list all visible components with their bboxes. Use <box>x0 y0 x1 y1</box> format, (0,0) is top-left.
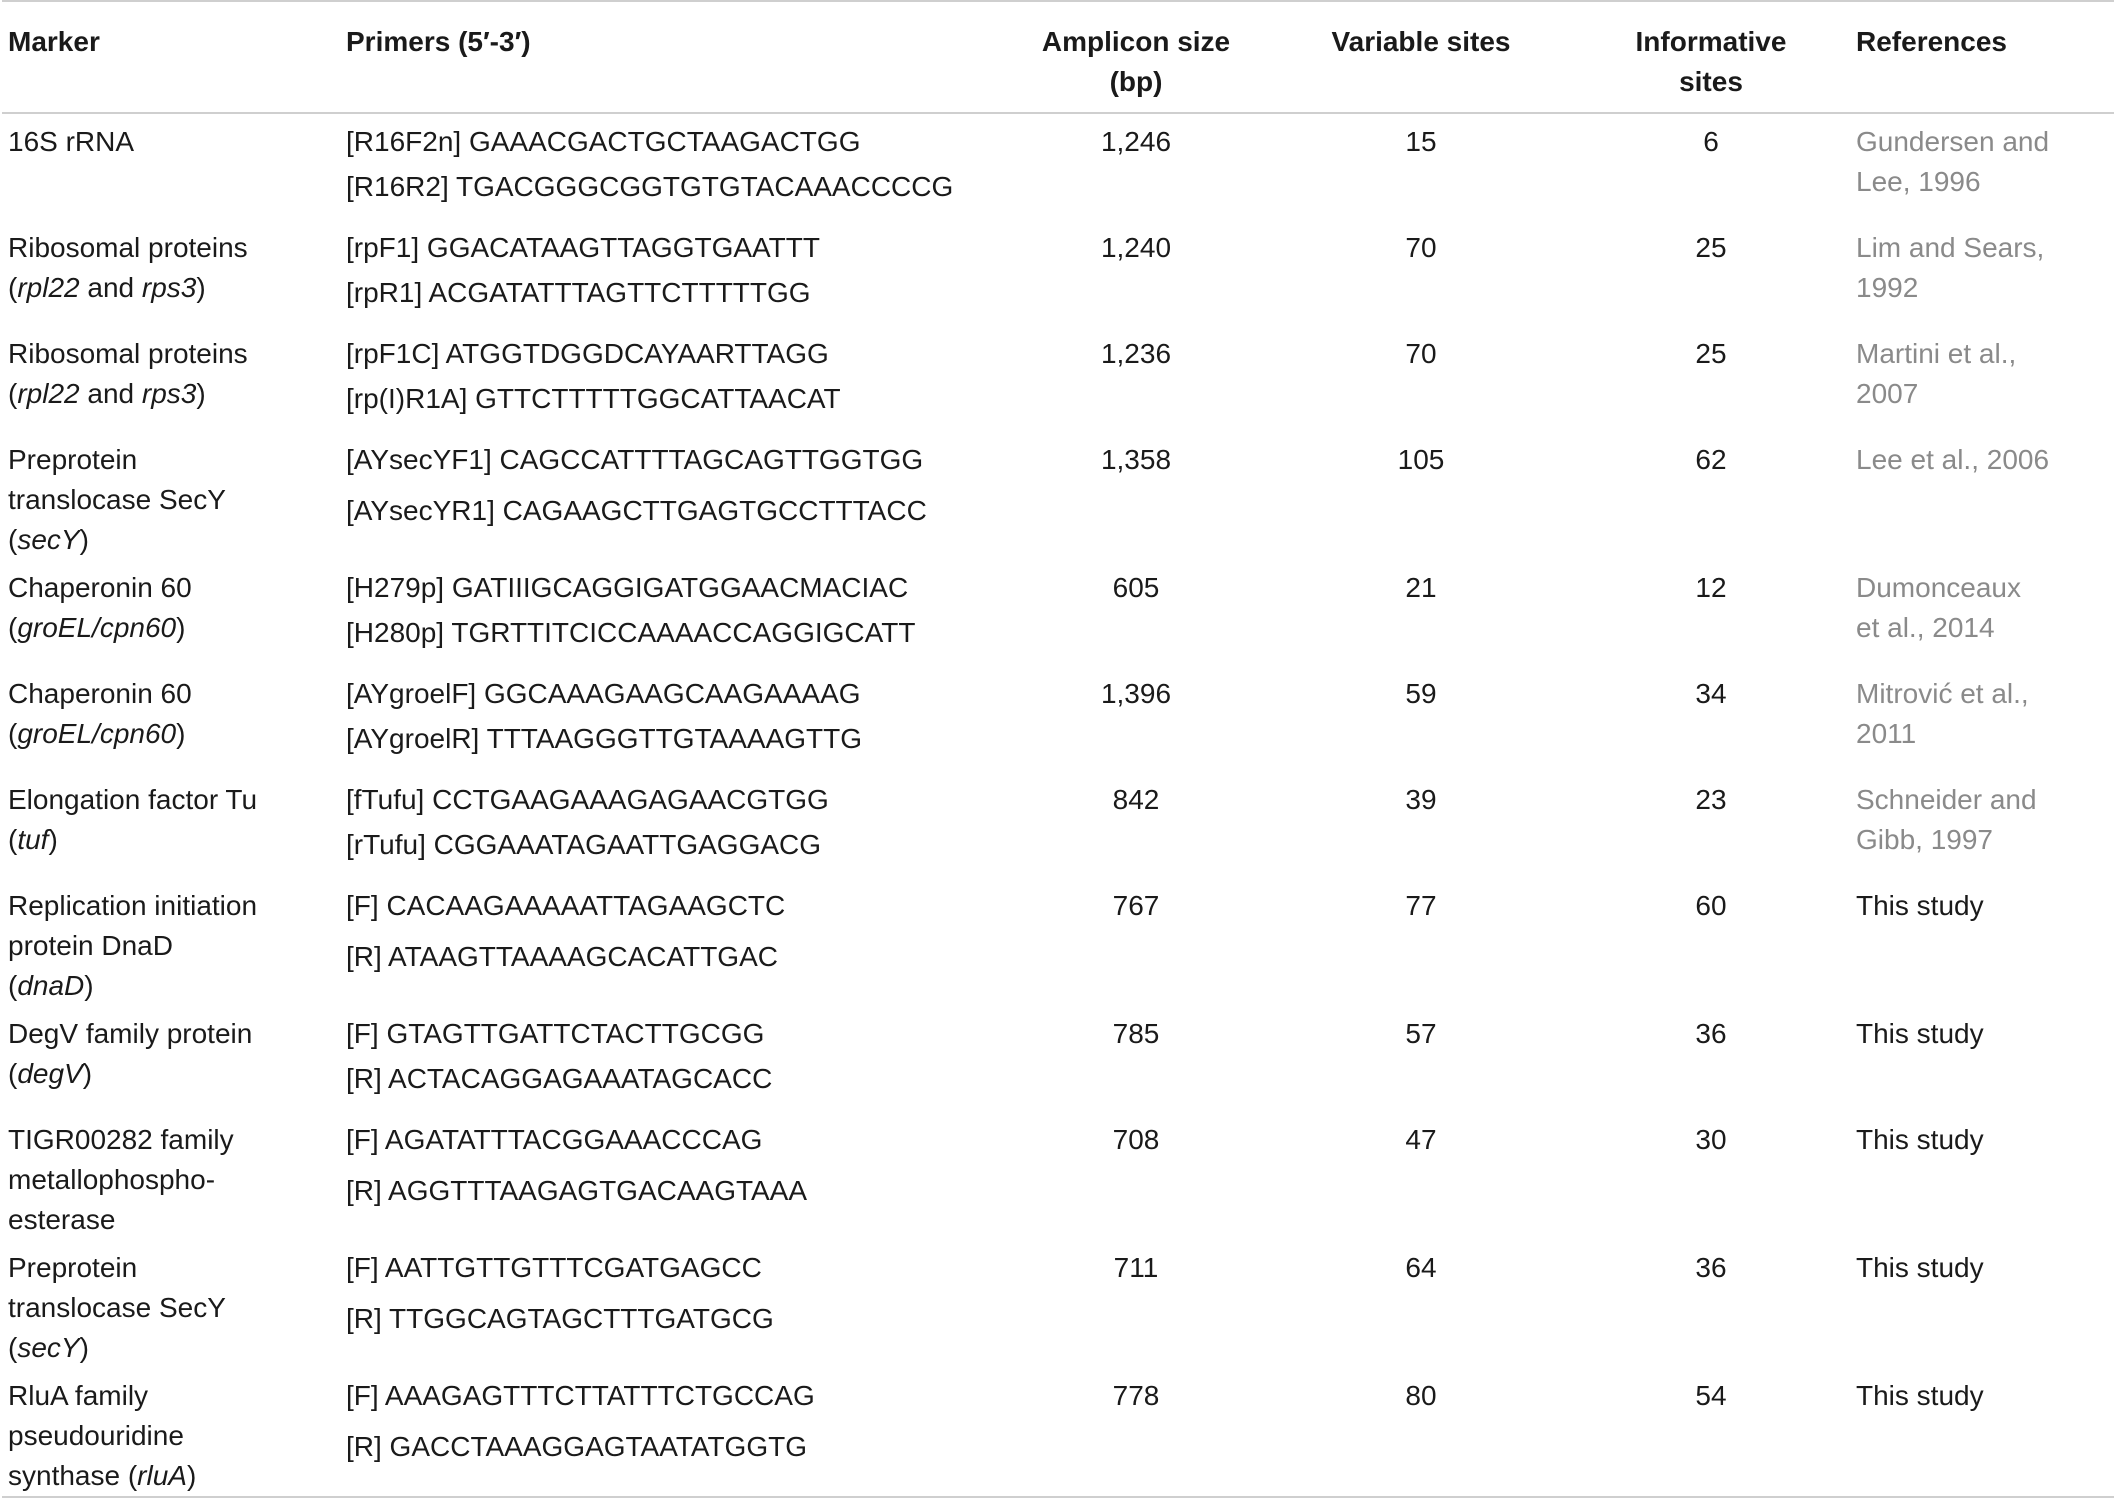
variable-sites-cell: 64 <box>1405 1252 1437 1283</box>
marker-line: Ribosomal proteins <box>8 338 248 369</box>
marker-line: (tuf) <box>8 824 58 855</box>
primers-cell <box>346 1240 996 1368</box>
reference-cell <box>1856 666 2114 772</box>
forward-primer: [fTufu] CCTGAAGAAAGAGAACGTGG <box>346 784 829 815</box>
primers-cell <box>346 666 996 772</box>
forward-primer: [H279p] GATIIIGCAGGIGATGGAACMACIAC <box>346 572 909 603</box>
reverse-primer: [rTufu] CGGAAATAGAATTGAGGACG <box>346 829 822 860</box>
marker-cell <box>2 326 346 432</box>
table-row <box>2 772 2114 878</box>
marker-line: (secY) <box>8 1332 89 1363</box>
primers-cell <box>346 1006 996 1112</box>
header-amplicon: Amplicon size (bp) <box>1041 26 1231 97</box>
marker-line: Ribosomal proteins <box>8 232 248 263</box>
variable-sites-cell: 105 <box>1397 444 1445 475</box>
header-marker: Marker <box>8 26 100 57</box>
amplicon-size-cell: 605 <box>1112 572 1160 603</box>
informative-sites-cell: 25 <box>1695 232 1727 263</box>
forward-primer: [AYsecYF1] CAGCCATTTTAGCAGTTGGTGG <box>346 444 924 475</box>
marker-line: Chaperonin 60 <box>8 572 192 603</box>
table-row <box>2 113 2114 220</box>
marker-line: metallophospho- <box>8 1164 216 1195</box>
marker-line: TIGR00282 family <box>8 1124 234 1155</box>
variable-sites-cell: 77 <box>1405 890 1437 921</box>
marker-line: RluA family <box>8 1380 149 1411</box>
primers-cell <box>346 326 996 432</box>
marker-cell <box>2 220 346 326</box>
primer-table <box>2 0 2114 1498</box>
marker-cell <box>2 113 346 220</box>
reference-cell <box>1856 560 2114 666</box>
table-row <box>2 1006 2114 1112</box>
forward-primer: [F] AAAGAGTTTCTTATTTCTGCCAG <box>346 1380 815 1411</box>
amplicon-size-cell: 767 <box>1112 890 1160 921</box>
amplicon-size-cell: 842 <box>1112 784 1160 815</box>
variable-sites-cell: 80 <box>1405 1380 1437 1411</box>
reverse-primer: [R] ACTACAGGAGAAATAGCACC <box>346 1063 773 1094</box>
reference-line: This study <box>1856 1252 1984 1283</box>
reference-cell <box>1856 220 2114 326</box>
reference-line: Lee et al., 2006 <box>1856 444 2050 475</box>
header-primers: Primers (5′-3′) <box>346 26 531 57</box>
table-header <box>2 1 2114 113</box>
reference-line: This study <box>1856 1124 1984 1155</box>
table-row <box>2 326 2114 432</box>
forward-primer: [R16F2n] GAAACGACTGCTAAGACTGG <box>346 126 861 157</box>
table-row <box>2 432 2114 560</box>
table-row <box>2 1368 2114 1497</box>
marker-line: esterase <box>8 1204 116 1235</box>
reference-line: Schneider and <box>1856 784 2037 815</box>
marker-line: Preprotein <box>8 444 138 475</box>
marker-cell <box>2 666 346 772</box>
marker-line: 16S rRNA <box>8 126 135 157</box>
variable-sites-cell: 70 <box>1405 232 1437 263</box>
reference-cell <box>1856 432 2114 560</box>
reverse-primer: [R] GACCTAAAGGAGTAATATGGTG <box>346 1431 807 1462</box>
reference-cell <box>1856 326 2114 432</box>
reverse-primer: [AYgroelR] TTTAAGGGTTGTAAAAGTTG <box>346 723 862 754</box>
amplicon-size-cell: 1,246 <box>1100 126 1172 157</box>
forward-primer: [rpF1C] ATGGTDGGDCAYAARTTAGG <box>346 338 829 369</box>
amplicon-size-cell: 1,396 <box>1100 678 1172 709</box>
primers-cell <box>346 878 996 1006</box>
marker-line: protein DnaD <box>8 930 173 961</box>
primers-cell <box>346 1368 996 1497</box>
marker-cell <box>2 772 346 878</box>
marker-line: synthase (rluA) <box>8 1460 197 1491</box>
informative-sites-cell: 30 <box>1695 1124 1727 1155</box>
reference-line: 2011 <box>1856 718 1917 749</box>
reference-line: Martini et al., <box>1856 338 2017 369</box>
primers-cell <box>346 560 996 666</box>
informative-sites-cell: 12 <box>1695 572 1727 603</box>
reverse-primer: [rp(I)R1A] GTTCTTTTTGGCATTAACAT <box>346 383 841 414</box>
reference-line: et al., 2014 <box>1856 612 1995 643</box>
primers-cell <box>346 1112 996 1240</box>
table-row <box>2 878 2114 1006</box>
marker-line: Chaperonin 60 <box>8 678 192 709</box>
variable-sites-cell: 57 <box>1405 1018 1437 1049</box>
variable-sites-cell: 47 <box>1405 1124 1437 1155</box>
informative-sites-cell: 6 <box>1703 126 1719 157</box>
forward-primer: [F] AGATATTTACGGAAACCCAG <box>346 1124 763 1155</box>
reference-line: Mitrović et al., <box>1856 678 2029 709</box>
reference-line: Gundersen and <box>1856 126 2050 157</box>
marker-line: (dnaD) <box>8 970 94 1001</box>
reference-line: This study <box>1856 1380 1984 1411</box>
amplicon-size-cell: 1,236 <box>1100 338 1172 369</box>
header-references: References <box>1856 26 2007 57</box>
amplicon-size-cell: 1,358 <box>1100 444 1172 475</box>
reverse-primer: [R] TTGGCAGTAGCTTTGATGCG <box>346 1303 774 1334</box>
marker-line: (secY) <box>8 524 89 555</box>
marker-line: translocase SecY <box>8 484 226 515</box>
reference-line: 1992 <box>1856 272 1919 303</box>
marker-cell <box>2 1006 346 1112</box>
marker-cell <box>2 1112 346 1240</box>
informative-sites-cell: 25 <box>1695 338 1727 369</box>
marker-line: Replication initiation <box>8 890 258 921</box>
reference-cell <box>1856 878 2114 1006</box>
reference-cell <box>1856 1112 2114 1240</box>
marker-line: DegV family protein <box>8 1018 253 1049</box>
marker-line: (groEL/cpn60) <box>8 612 186 643</box>
variable-sites-cell: 21 <box>1405 572 1437 603</box>
reference-line: Lee, 1996 <box>1856 166 1981 197</box>
table-row <box>2 666 2114 772</box>
variable-sites-cell: 59 <box>1405 678 1437 709</box>
informative-sites-cell: 36 <box>1695 1018 1727 1049</box>
informative-sites-cell: 34 <box>1695 678 1727 709</box>
forward-primer: [F] AATTGTTGTTTCGATGAGCC <box>346 1252 762 1283</box>
marker-line: Preprotein <box>8 1252 138 1283</box>
reference-line: This study <box>1856 890 1984 921</box>
marker-line: (rpl22 and rps3) <box>8 378 206 409</box>
reverse-primer: [AYsecYR1] CAGAAGCTTGAGTGCCTTTACC <box>346 495 927 526</box>
table-row <box>2 220 2114 326</box>
marker-line: (degV) <box>8 1058 93 1089</box>
reference-line: 2007 <box>1856 378 1919 409</box>
primers-cell <box>346 113 996 220</box>
reverse-primer: [H280p] TGRTTITCICCAAAACCAGGIGCATT <box>346 617 916 648</box>
reverse-primer: [R] AGGTTTAAGAGTGACAAGTAAA <box>346 1175 808 1206</box>
reference-cell <box>1856 1240 2114 1368</box>
reference-cell <box>1856 772 2114 878</box>
forward-primer: [rpF1] GGACATAAGTTAGGTGAATTT <box>346 232 820 263</box>
header-informative-sites: Informative sites <box>1635 26 1787 97</box>
amplicon-size-cell: 1,240 <box>1100 232 1172 263</box>
informative-sites-cell: 54 <box>1695 1380 1727 1411</box>
primers-cell <box>346 432 996 560</box>
marker-cell <box>2 878 346 1006</box>
table-body <box>2 113 2114 1497</box>
variable-sites-cell: 70 <box>1405 338 1437 369</box>
marker-line: translocase SecY <box>8 1292 226 1323</box>
marker-line: (rpl22 and rps3) <box>8 272 206 303</box>
header-variable-sites: Variable sites <box>1331 26 1511 57</box>
variable-sites-cell: 15 <box>1405 126 1437 157</box>
primers-cell <box>346 772 996 878</box>
amplicon-size-cell: 785 <box>1112 1018 1160 1049</box>
reference-line: Gibb, 1997 <box>1856 824 1993 855</box>
reverse-primer: [R] ATAAGTTAAAAGCACATTGAC <box>346 941 778 972</box>
table-row <box>2 1112 2114 1240</box>
reverse-primer: [R16R2] TGACGGGCGGTGTGTACAAACCCCG <box>346 171 954 202</box>
reference-line: Dumonceaux <box>1856 572 2021 603</box>
reference-cell <box>1856 1368 2114 1497</box>
informative-sites-cell: 62 <box>1695 444 1727 475</box>
marker-cell <box>2 1240 346 1368</box>
reference-cell <box>1856 1006 2114 1112</box>
marker-line: (groEL/cpn60) <box>8 718 186 749</box>
reference-line: Lim and Sears, <box>1856 232 2045 263</box>
marker-cell <box>2 560 346 666</box>
marker-line: Elongation factor Tu <box>8 784 258 815</box>
table-row <box>2 560 2114 666</box>
reference-line: This study <box>1856 1018 1984 1049</box>
table-row <box>2 1240 2114 1368</box>
amplicon-size-cell: 711 <box>1113 1252 1159 1283</box>
primers-cell <box>346 220 996 326</box>
reference-cell <box>1856 113 2114 220</box>
marker-line: pseudouridine <box>8 1420 184 1451</box>
marker-cell <box>2 432 346 560</box>
amplicon-size-cell: 708 <box>1112 1124 1160 1155</box>
informative-sites-cell: 60 <box>1695 890 1727 921</box>
informative-sites-cell: 23 <box>1695 784 1727 815</box>
amplicon-size-cell: 778 <box>1112 1380 1160 1411</box>
forward-primer: [F] GTAGTTGATTCTACTTGCGG <box>346 1018 765 1049</box>
forward-primer: [AYgroelF] GGCAAAGAAGCAAGAAAAG <box>346 678 861 709</box>
forward-primer: [F] CACAAGAAAAATTAGAAGCTC <box>346 890 786 921</box>
variable-sites-cell: 39 <box>1405 784 1437 815</box>
informative-sites-cell: 36 <box>1695 1252 1727 1283</box>
marker-cell <box>2 1368 346 1497</box>
reverse-primer: [rpR1] ACGATATTTAGTTCTTTTTGG <box>346 277 811 308</box>
